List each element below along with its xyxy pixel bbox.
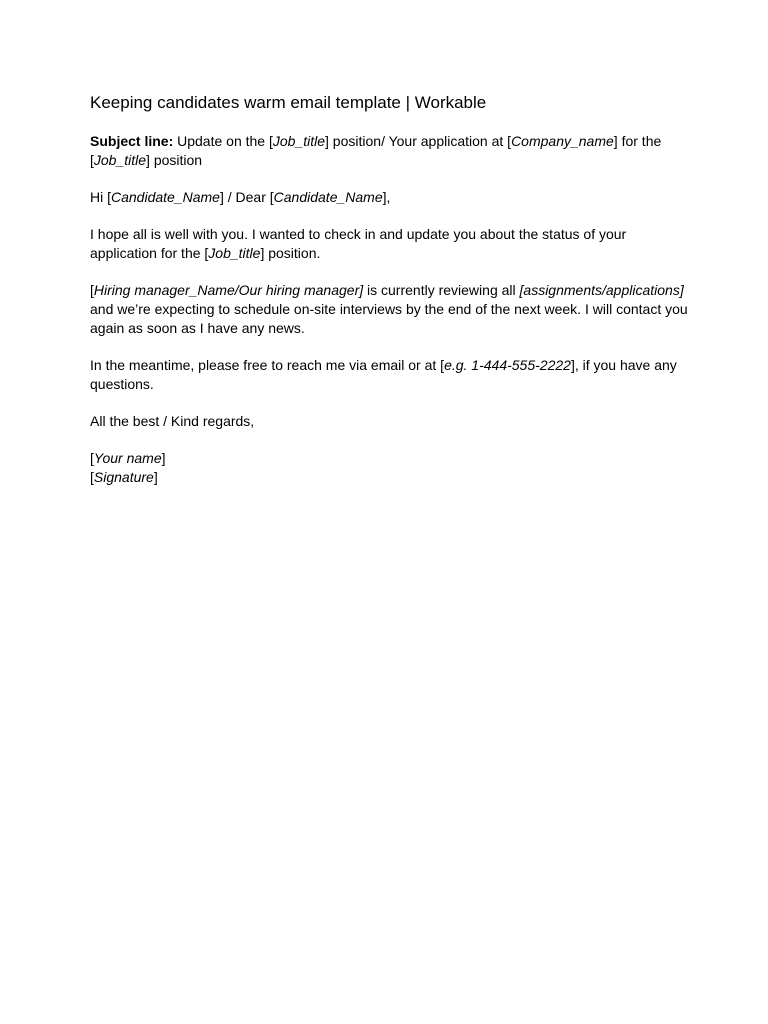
greeting-candidate-name-placeholder-2: Candidate_Name [273, 189, 383, 205]
subject-text-2: ] position/ Your application at [ [325, 133, 512, 149]
signature-line [90, 468, 690, 487]
subject-company-name-placeholder: Company_name [511, 133, 614, 149]
signature-open-bracket: [ [90, 469, 94, 485]
contact-paragraph [90, 356, 690, 394]
status-paragraph [90, 225, 690, 263]
review-paragraph [90, 281, 690, 338]
review-text-1: [ [90, 282, 94, 298]
status-text-2: ] position. [260, 245, 321, 261]
review-hiring-manager-placeholder: Hiring manager_Name/Our hiring manager] [93, 282, 364, 298]
signoff-line: All the best / Kind regards, [90, 413, 255, 429]
subject-job-title-placeholder: Job_title [272, 133, 326, 149]
signature-placeholder: Signature [93, 469, 154, 485]
contact-text-1: In the meantime, please free to reach me via email or at [ [90, 357, 445, 373]
subject-text-3: ] for the [ [90, 133, 662, 168]
document-body [90, 92, 690, 487]
review-text-2: is currently reviewing all [363, 282, 520, 298]
signature-close-bracket: ] [153, 469, 158, 485]
review-text-3: and we’re expecting to schedule on-site interviews by the end of the next week. I will contact you again as soon as I have any news. [90, 301, 688, 336]
subject-text-4: ] position [146, 152, 203, 168]
subject-job-title-placeholder-2: Job_title [93, 152, 147, 168]
subject-text-1: Update on the [ [173, 133, 273, 149]
review-items-placeholder: [assignments/applications] [519, 282, 684, 298]
subject-line [90, 132, 690, 170]
subject-label: Subject line: [90, 133, 174, 149]
contact-text-2: ], if you have any questions. [90, 357, 677, 392]
greeting-candidate-name-placeholder: Candidate_Name [111, 189, 220, 205]
your-name-placeholder: Your name [93, 450, 162, 466]
your-name-open-bracket: [ [90, 450, 94, 466]
status-job-title-placeholder: Job_title [208, 245, 261, 261]
contact-phone-placeholder: e.g. 1-444-555-2222 [444, 357, 571, 373]
greeting-text-1: Hi [ [90, 189, 111, 205]
greeting-line [90, 188, 690, 207]
your-name-close-bracket: ] [161, 450, 166, 466]
greeting-text-3: ], [382, 189, 391, 205]
document-title: Keeping candidates warm email template | Workable [90, 93, 487, 112]
greeting-text-2: ] / Dear [ [219, 189, 274, 205]
status-text-1: I hope all is well with you. I wanted to check in and update you about the status of your application for the [ [90, 226, 627, 261]
your-name-line [90, 449, 690, 468]
